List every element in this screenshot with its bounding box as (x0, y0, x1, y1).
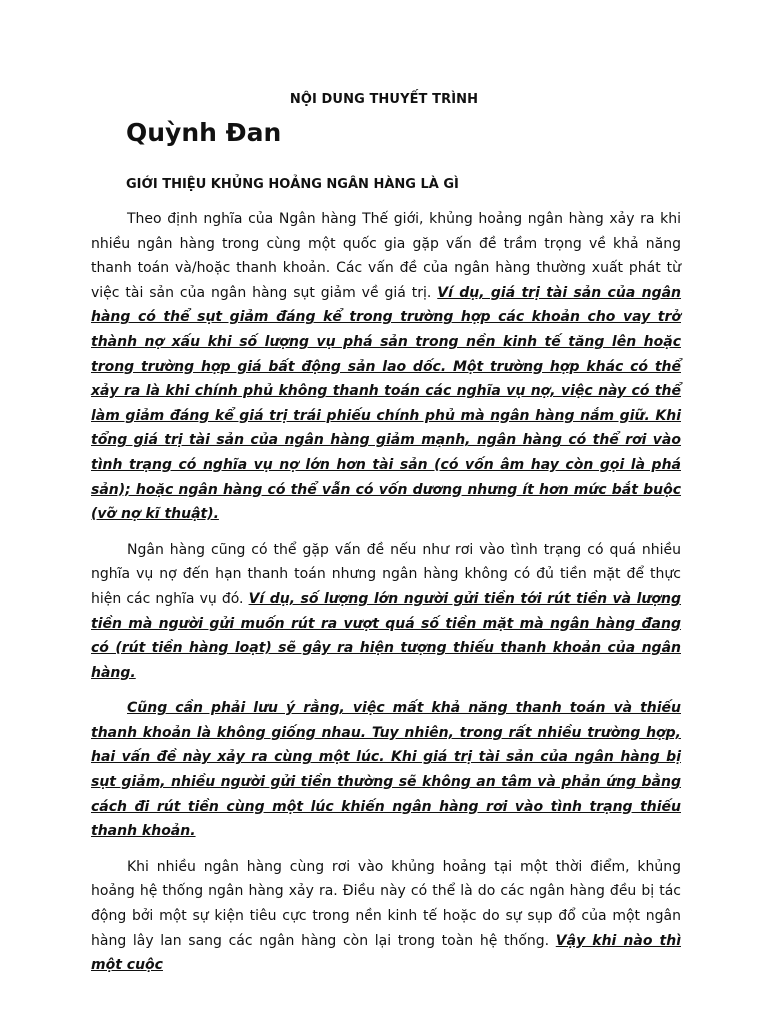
paragraph-2-text: Ngân hàng cũng có thể gặp vấn đề nếu như rơi vào tình trạng có quá nhiều nghĩa vụ nợ đến hạn thanh toán nhưng ngân hàng không có đủ tiền mặt để thực hiện các nghĩa vụ đó. (91, 541, 681, 607)
paragraph-4-emphasis: Vậy khi nào thì một cuộc (91, 932, 681, 974)
paragraph-1 (91, 207, 681, 527)
paragraph-3-emphasis: Cũng cần phải lưu ý rằng, việc mất khả năng thanh toán và thiếu thanh khoản là không giống nhau. Tuy nhiên, trong rất nhiều trường hợp, hai vấn đề này xảy ra cùng một lúc. Khi giá trị tài sản của ngân hàng bị sụt giảm, nhiều người gửi tiền thường sẽ không an tâm và phản ứng bằng cách đi rút tiền cùng một lúc khiến ngân hàng rơi vào tình trạng thiếu thanh khoản. (91, 700, 681, 840)
author-name: Quỳnh Đan (126, 118, 282, 147)
paragraph-2-emphasis: Ví dụ, số lượng lớn người gửi tiền tới rút tiền và lượng tiền mà người gửi muốn rút ra vượt quá số tiền mặt mà ngân hàng đang có (rút tiền hàng loạt) sẽ gây ra hiện tượng thiếu thanh khoản của ngân hàng. (91, 590, 681, 681)
paragraph-4 (91, 855, 681, 978)
document-body (91, 207, 681, 989)
document-header: NỘI DUNG THUYẾT TRÌNH (289, 92, 479, 107)
paragraph-3 (91, 696, 681, 844)
section-title: GIỚI THIỆU KHỦNG HOẢNG NGÂN HÀNG LÀ GÌ (126, 177, 459, 192)
paragraph-2 (91, 538, 681, 686)
paragraph-4-text: Khi nhiều ngân hàng cùng rơi vào khủng hoảng tại một thời điểm, khủng hoảng hệ thống ngân hàng xảy ra. Điều này có thể là do các ngân hàng đều bị tác động bởi một sự kiện tiêu cực trong nền kinh tế hoặc do sự sụp đổ của một ngân hàng lây lan sang các ngân hàng còn lại trong toàn hệ thống. (91, 858, 681, 949)
paragraph-1-text: Theo định nghĩa của Ngân hàng Thế giới, khủng hoảng ngân hàng xảy ra khi nhiều ngân hàng trong cùng một quốc gia gặp vấn đề trầm trọng về khả năng thanh toán và/hoặc thanh khoản. Các vấn đề của ngân hàng thường xuất phát từ việc tài sản của ngân hàng sụt giảm về giá trị. (91, 211, 681, 301)
paragraph-1-emphasis: Ví dụ, giá trị tài sản của ngân hàng có thể sụt giảm đáng kể trong trường hợp các khoản cho vay trở thành nợ xấu khi số lượng vụ phá sản trong nền kinh tế tăng lên hoặc trong trường hợp giá bất động sản lao dốc. Một trường hợp khác có thể xảy ra là khi chính phủ không thanh toán các nghĩa vụ nợ, việc này có thể làm giảm đáng kể giá trị trái phiếu chính phủ mà ngân hàng nắm giữ. Khi tổng giá trị tài sản của ngân hàng giảm mạnh, ngân hàng có thể rơi vào tình trạng có nghĩa vụ nợ lớn hơn tài sản (có vốn âm hay còn gọi là phá sản); hoặc ngân hàng có thể vẫn có vốn dương nhưng ít hơn mức bắt buộc (vỡ nợ kĩ thuật). (91, 284, 682, 523)
